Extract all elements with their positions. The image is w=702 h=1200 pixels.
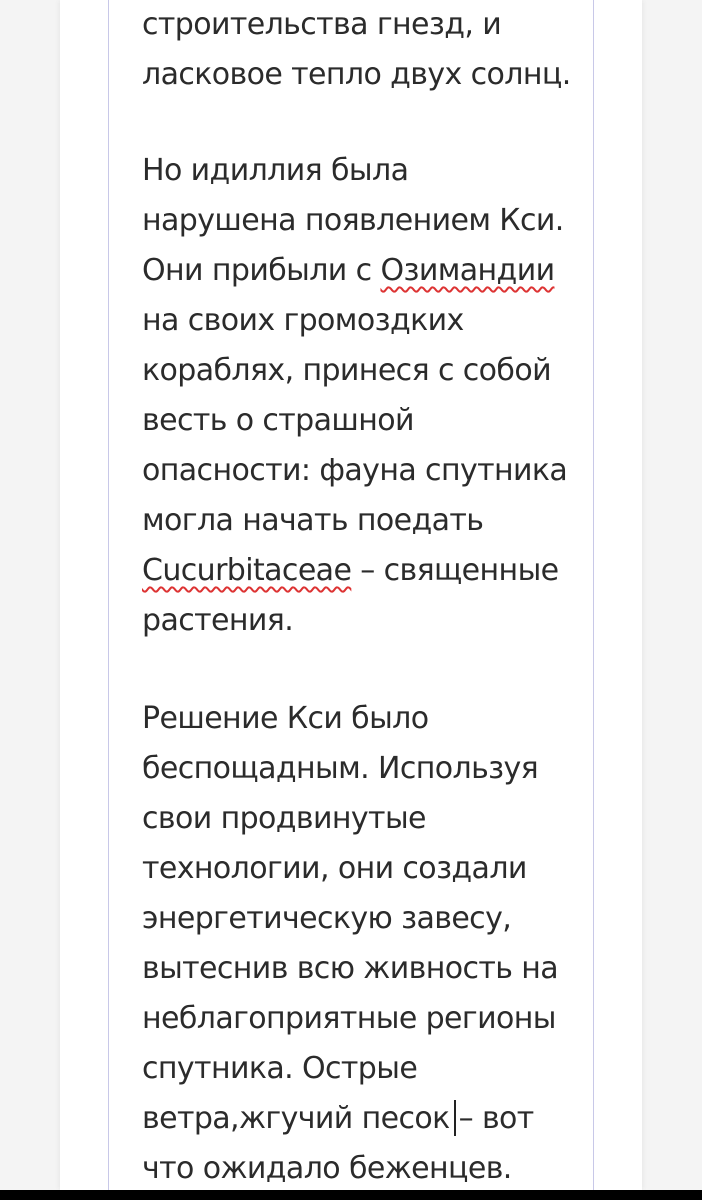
text-line [142, 596, 293, 646]
right-margin-guide [593, 0, 594, 1190]
text-line [142, 246, 554, 296]
text-fragment: технологии, они создали [142, 851, 527, 886]
text-fragment: Но идиллия была [142, 153, 409, 188]
text-fragment: нарушена появлением Кси. [142, 203, 564, 238]
text-cursor [454, 1100, 456, 1136]
text-line [142, 1144, 512, 1194]
text-line [142, 744, 538, 794]
text-line [142, 546, 559, 596]
text-fragment: спутника. Острые [142, 1051, 418, 1086]
spellcheck-flagged-word[interactable]: Озимандии [380, 253, 555, 288]
text-line [142, 1094, 534, 1144]
text-line [142, 944, 558, 994]
text-fragment: – вот [458, 1101, 534, 1136]
text-line [142, 196, 564, 246]
text-fragment: растения. [142, 603, 294, 638]
text-fragment: свои продвинутые [142, 801, 426, 836]
spellcheck-flagged-word[interactable]: Cucurbitaceae [142, 553, 352, 588]
text-fragment: Решение Кси было [142, 701, 429, 736]
text-fragment: кораблях, принеся с собой [142, 353, 551, 388]
left-margin-guide [108, 0, 109, 1190]
text-line [142, 296, 464, 346]
text-line [142, 794, 426, 844]
text-line [142, 50, 571, 100]
text-line [142, 1044, 417, 1094]
text-line [142, 994, 556, 1044]
text-fragment: неблагоприятные регионы [142, 1001, 556, 1036]
text-fragment: энергетическую завесу, [142, 901, 512, 936]
text-fragment: вытеснив всю живность на [142, 951, 559, 986]
text-fragment: на своих громоздких [142, 303, 464, 338]
text-fragment: Они прибыли с [142, 253, 381, 288]
text-fragment: могла начать поедать [142, 503, 484, 538]
text-line [142, 446, 567, 496]
text-line [142, 0, 501, 50]
text-fragment: что ожидало беженцев. [142, 1151, 512, 1186]
bottom-bar [0, 1190, 702, 1200]
text-fragment: ветра,жгучий песок [142, 1101, 450, 1136]
text-line [142, 146, 408, 196]
text-fragment: опасности: фауна спутника [142, 453, 568, 488]
text-line [142, 894, 511, 944]
text-line [142, 844, 527, 894]
text-line [142, 496, 483, 546]
text-fragment: весть о страшной [142, 403, 414, 438]
text-fragment: ласковое тепло двух солнц. [142, 57, 571, 92]
text-fragment: строительства гнезд, и [142, 7, 502, 42]
text-fragment: – священные [351, 553, 559, 588]
text-line [142, 396, 414, 446]
text-line [142, 694, 429, 744]
text-line [142, 346, 551, 396]
text-fragment: беспощадным. Используя [142, 751, 539, 786]
